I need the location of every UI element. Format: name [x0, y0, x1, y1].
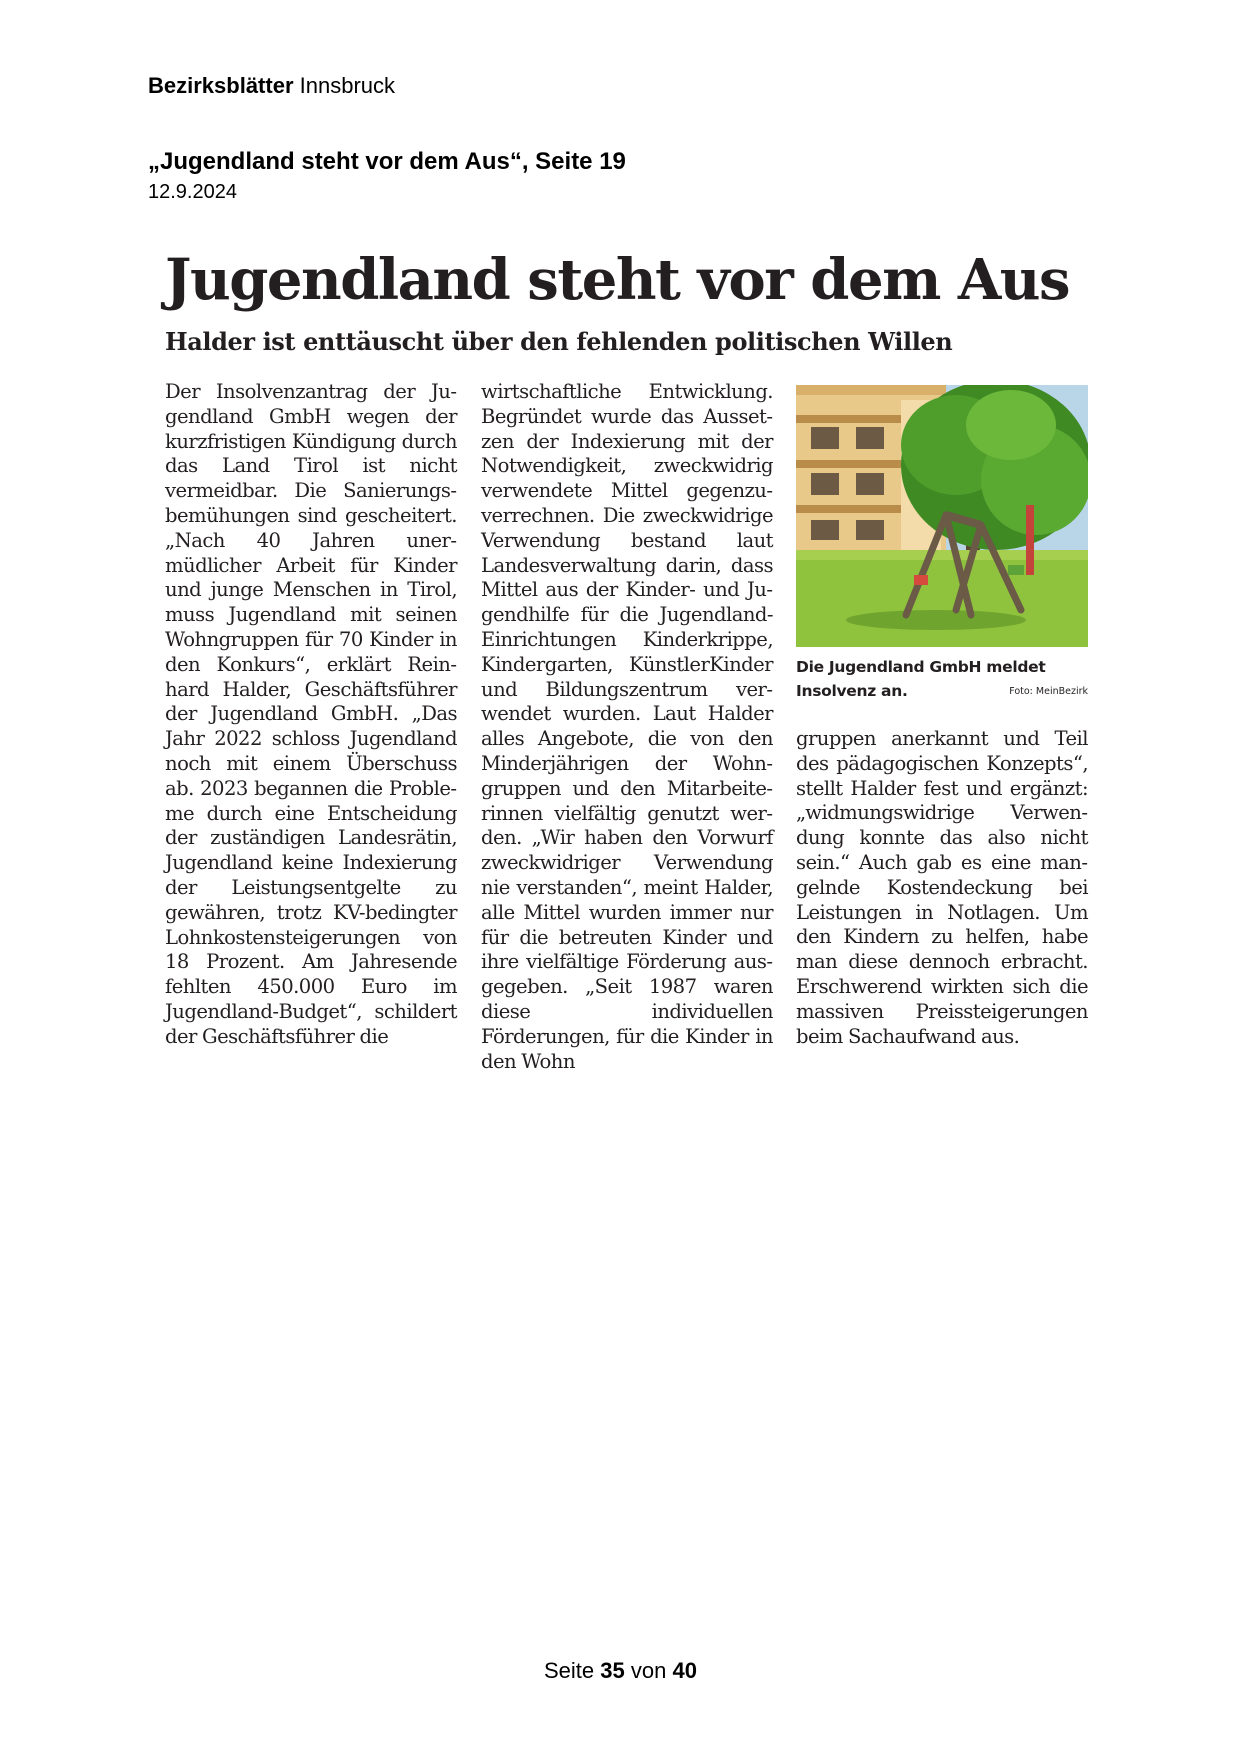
article-photo-playground [796, 385, 1088, 647]
photo-credit: Foto: MeinBezirk [1009, 686, 1088, 697]
page-footer [0, 1658, 1241, 1684]
article-column-2: wirtschaftliche Entwicklung. Begründet wurde das Aussetzen der Indexierung mit der Notwendigkeit, zweckwidrig verwendete Mittel gegenzuverrechnen. Die zweckwidrige Verwendung bestand laut Landesverwaltung darin, dass Mittel aus der Kinder- und Jugendhilfe für die Jugendland-Einrichtungen Kinderkrippe, Kindergarten, KünstlerKinder und Bildungszentrum verwendet wurden. Laut Halder alles Angebote, die von den Minderjährigen der Wohngruppen und den Mitarbeiterinnen vielfältig genutzt werden. „Wir haben den Vorwurf zweckwidriger Verwendung nie verstanden“, meint Halder, alle Mittel wurden immer nur für die betreuten Kinder und ihre vielfältige Förderung ausgegeben. „Seit 1987 waren diese individuellen Förderungen, für die Kinder in den Wohn [481, 380, 773, 1073]
publication-name: Bezirksblätter [148, 73, 294, 98]
footer-current-page: 35 [600, 1658, 625, 1683]
publication-source [148, 73, 395, 99]
photo-caption: Die Jugendland GmbH meldet Insolvenz an. [796, 658, 1046, 700]
article-headline: Jugendland steht vor dem Aus [165, 247, 1070, 313]
article-subheadline: Halder ist enttäuscht über den fehlenden politischen Willen [165, 327, 953, 356]
clip-title: „Jugendland steht vor dem Aus“, Seite 19 [148, 148, 626, 175]
clip-date: 12.9.2024 [148, 181, 237, 203]
footer-total-pages: 40 [672, 1658, 697, 1683]
article-column-1: Der Insolvenzantrag der Jugendland GmbH wegen der kurzfristigen Kündigung durch das Land Tirol ist nicht vermeidbar. Die Sanierungsbemühungen sind gescheitert. „Nach 40 Jahren unermüdlicher Arbeit für Kinder und junge Menschen in Tirol, muss Jugendland mit seinen Wohngruppen für 70 Kinder in den Konkurs“, erklärt Reinhard Halder, Geschäftsführer der Jugendland GmbH. „Das Jahr 2022 schloss Jugendland noch mit einem Überschuss ab. 2023 begannen die Probleme durch eine Entscheidung der zuständigen Landesrätin, Jugendland keine Indexierung der Leistungsentgelte zu gewähren, trotz KV-bedingter Lohnkostensteigerungen von 18 Prozent. Am Jahresende fehlten 450.000 Euro im Jugendland-Budget“, schildert der Geschäftsführer die [165, 380, 457, 1048]
footer-prefix: Seite [544, 1658, 595, 1683]
publication-region: Innsbruck [299, 73, 396, 98]
article-column-3: gruppen anerkannt und Teil des pädagogischen Konzepts“, stellt Halder fest und ergänzt: „widmungswidrige Verwendung konnte das also nicht sein.“ Auch gab es eine mangelnde Kostendeckung bei Leistungen in Notlagen. Um den Kindern zu helfen, habe man diese dennoch erbracht. Erschwerend wirkten sich die massiven Preissteigerungen beim Sachaufwand aus. [796, 727, 1088, 1048]
footer-middle: von [630, 1658, 667, 1683]
